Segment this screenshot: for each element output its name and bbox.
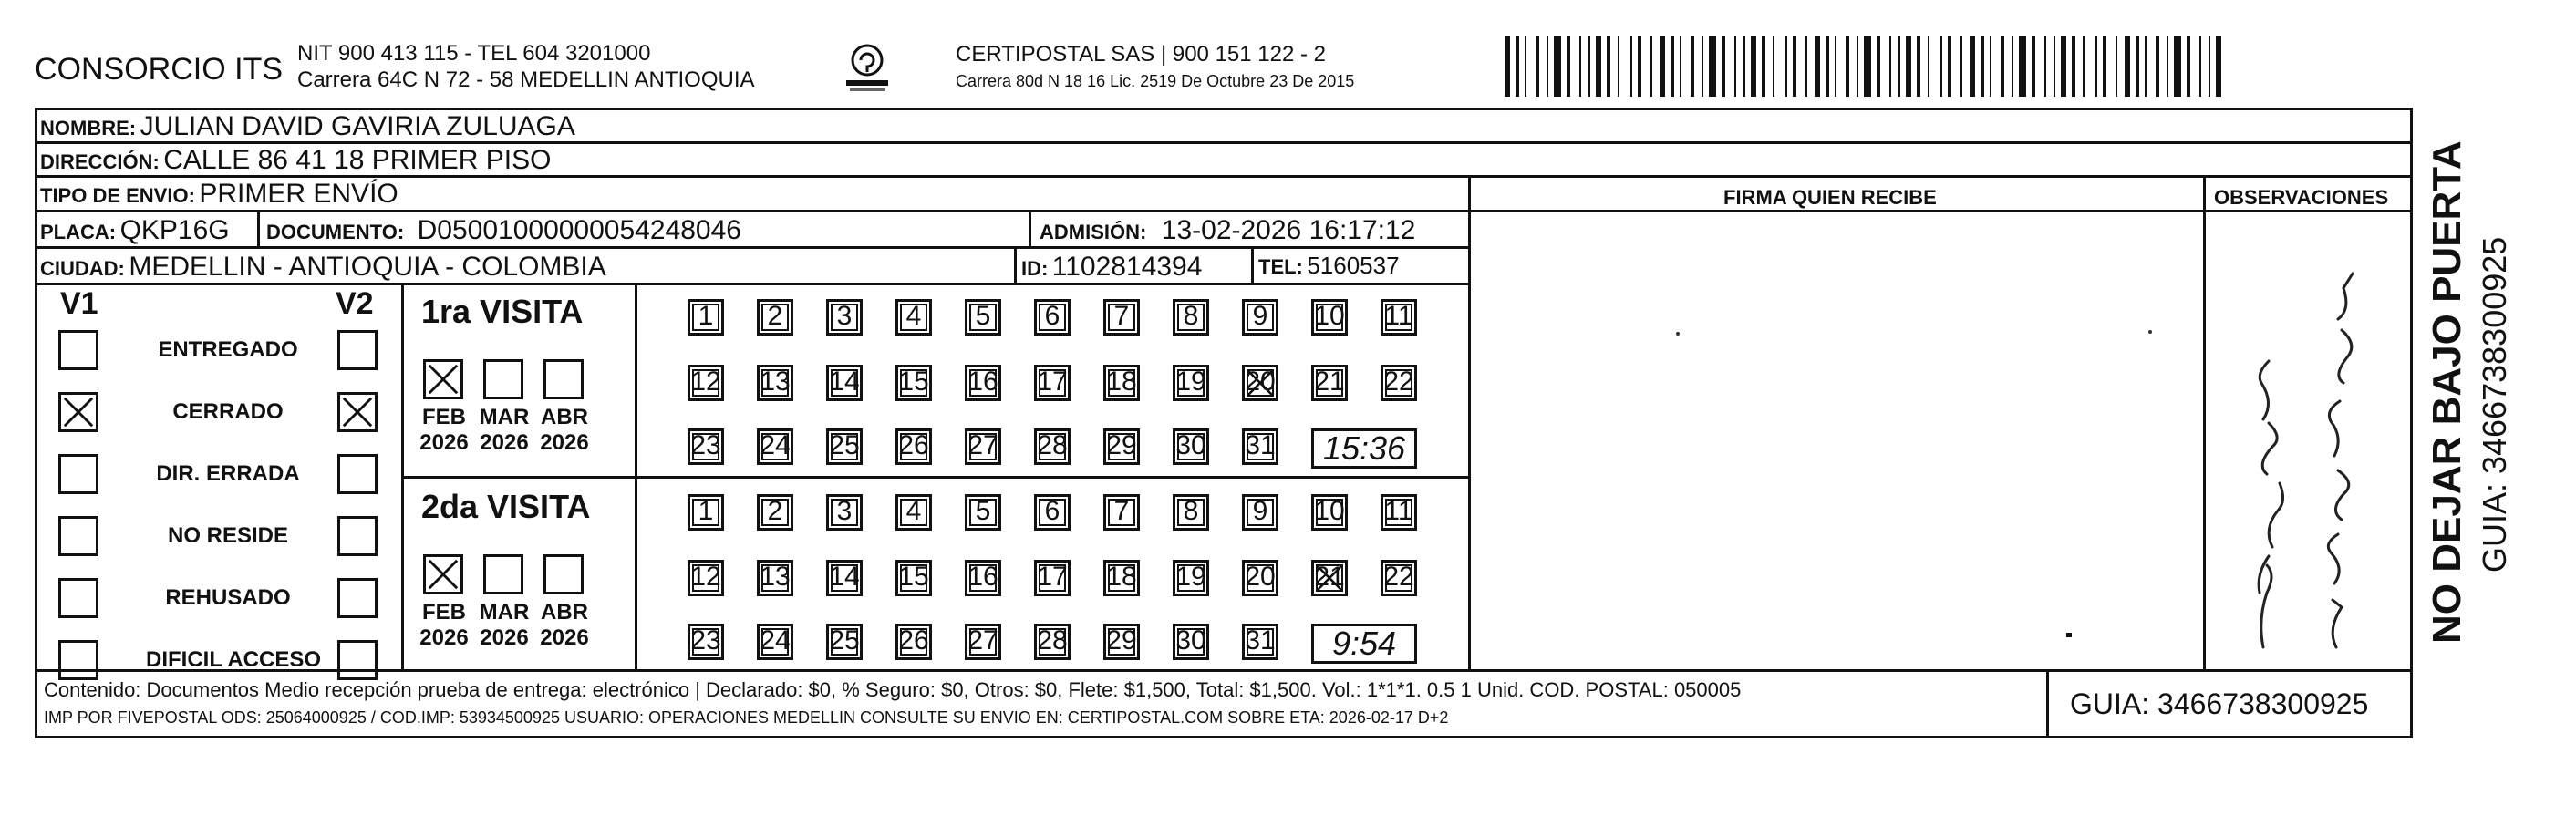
nombre-label: NOMBRE: [40,117,137,139]
day-box[interactable]: 31 [1242,428,1278,465]
placa-value: QKP16G [119,215,230,245]
month-label: MAR 2026 [479,600,530,650]
day-box[interactable]: 2 [757,494,793,531]
month-checkbox[interactable] [423,359,463,399]
month-label: ABR 2026 [540,405,589,455]
day-box[interactable]: 5 [965,299,1001,336]
day-box[interactable]: 22 [1381,365,1417,401]
no-dejar-warning: NO DEJAR BAJO PUERTA [2425,140,2469,644]
license-line: Carrera 80d N 18 16 Lic. 2519 De Octubre 23 De 2015 [956,72,1355,90]
day-box[interactable]: 30 [1173,624,1209,660]
day-box[interactable]: 19 [1173,365,1209,401]
month-label: ABR 2026 [540,600,589,650]
status-label: CERRADO [172,399,284,424]
visit-time-box[interactable]: 15:36 [1311,428,1417,469]
day-box[interactable]: 20 [1242,560,1278,596]
day-box[interactable]: 9 [1242,299,1278,336]
day-box[interactable]: 15 [895,365,932,401]
day-box[interactable]: 28 [1034,624,1071,660]
v2-checkbox[interactable] [337,454,378,494]
v2-checkbox[interactable] [337,578,378,618]
side-guia: GUIA: 3466738300925 [2476,236,2513,573]
status-label: ENTREGADO [158,337,298,362]
v2-checkbox[interactable] [337,640,378,680]
day-box[interactable]: 11 [1381,299,1417,336]
v1-checkbox[interactable] [58,454,98,494]
day-box[interactable]: 17 [1034,365,1071,401]
day-box[interactable]: 23 [688,428,724,465]
id-field [1021,253,1202,281]
visit-time-box[interactable]: 9:54 [1311,624,1417,664]
day-box[interactable]: 14 [826,365,863,401]
day-box[interactable]: 13 [757,560,793,596]
id-value: 1102814394 [1051,252,1203,282]
day-box[interactable]: 31 [1242,624,1278,660]
firma-header: FIRMA QUIEN RECIBE [1723,186,1937,209]
footer-line-2: IMP POR FIVEPOSTAL ODS: 25064000925 / COD.IMP: 53934500925 USUARIO: OPERACIONES MEDELLIN CONSULTE SU ENVIO EN: CERTIPOSTAL.COM SOBRE ETA: 2026-02-17 D+2 [44,708,1449,727]
footer-line-1: Contenido: Documentos Medio recepción prueba de entrega: electrónico | Declarado: $0, % Seguro: $0, Otros: $0, Flete: $1,500, Total: $1,500. Vol.: 1*1*1. 0.5 1 Unid. COD. POSTAL: 050005 [44,678,1742,701]
observacion-handwriting [2209,246,2407,666]
admision-value: 13-02-2026 16:17:12 [1161,215,1416,245]
tel-value: 5160537 [1307,252,1400,279]
day-box[interactable]: 4 [895,494,932,531]
day-box[interactable]: 8 [1173,494,1209,531]
company-nit: NIT 900 413 115 - TEL 604 3201000 [297,41,651,66]
day-box[interactable]: 18 [1103,365,1140,401]
day-box[interactable]: 1 [688,494,724,531]
tipo-envio-row [40,181,398,208]
day-box[interactable]: 23 [688,624,724,660]
placa-label: PLACA: [40,221,117,243]
day-box[interactable]: 13 [757,365,793,401]
day-box[interactable]: 25 [826,428,863,465]
id-label: ID: [1021,257,1049,280]
month-checkbox[interactable] [543,359,584,399]
v2-label: V2 [336,286,374,321]
day-box[interactable]: 1 [688,299,724,336]
day-box[interactable]: 16 [965,560,1001,596]
status-label: REHUSADO [165,585,291,610]
day-box[interactable]: 24 [757,624,793,660]
day-box[interactable]: 17 [1034,560,1071,596]
direccion-label: DIRECCIÓN: [40,150,160,173]
v1-checkbox[interactable] [58,330,98,370]
day-box[interactable]: 19 [1173,560,1209,596]
day-box[interactable]: 5 [965,494,1001,531]
day-box[interactable]: 26 [895,428,932,465]
day-box[interactable]: 26 [895,624,932,660]
direccion-value: CALLE 86 41 18 PRIMER PISO [163,145,552,175]
day-box[interactable]: 11 [1381,494,1417,531]
day-box[interactable]: 27 [965,428,1001,465]
month-checkbox[interactable] [483,554,523,594]
day-box[interactable]: 14 [826,560,863,596]
v1-checkbox[interactable] [58,640,98,680]
day-mark [1314,563,1345,594]
documento-label: DOCUMENTO: [266,221,405,243]
ciudad-label: CIUDAD: [40,257,125,280]
day-box[interactable]: 25 [826,624,863,660]
day-box[interactable]: 6 [1034,494,1071,531]
barcode [1505,36,2234,97]
observaciones-header: OBSERVACIONES [2214,186,2389,209]
placa-field [40,217,230,244]
day-box[interactable]: 10 [1311,299,1348,336]
day-box[interactable]: 2 [757,299,793,336]
v2-checkbox[interactable] [337,516,378,556]
certipostal-line: CERTIPOSTAL SAS | 900 151 122 - 2 [956,42,1326,67]
guia-box: GUIA: 3466738300925 [2070,687,2369,720]
v1-checkbox[interactable] [58,516,98,556]
certipostal-logo [839,40,895,95]
visit-title: 1ra VISITA [421,293,584,330]
day-box[interactable]: 3 [826,299,863,336]
v1-checkbox[interactable] [58,578,98,618]
day-mark [1245,367,1276,398]
day-box[interactable]: 10 [1311,494,1348,531]
v2-checkbox[interactable] [337,330,378,370]
tel-label: TEL: [1258,255,1303,278]
v1-label: V1 [60,286,98,321]
day-box[interactable]: 8 [1173,299,1209,336]
day-box[interactable]: 29 [1103,624,1140,660]
month-label: FEB 2026 [419,405,469,455]
admision-label: ADMISIÓN: [1040,221,1147,243]
signature-area[interactable] [1474,215,2201,667]
status-label: DIFICIL ACCESO [146,647,322,672]
visit-title: 2da VISITA [421,488,591,525]
day-box[interactable]: 21 [1311,365,1348,401]
v2-checkbox[interactable] [337,392,378,432]
day-box[interactable]: 20 [1242,365,1278,401]
day-box[interactable]: 6 [1034,299,1071,336]
v1-checkbox[interactable] [58,392,98,432]
day-box[interactable]: 29 [1103,428,1140,465]
day-box[interactable]: 28 [1034,428,1071,465]
day-box[interactable]: 16 [965,365,1001,401]
documento-value: D05001000000054248046 [417,215,741,245]
month-checkbox[interactable] [423,554,463,594]
tel-field [1258,253,1400,277]
day-box[interactable]: 22 [1381,560,1417,596]
month-checkbox[interactable] [483,359,523,399]
status-label: DIR. ERRADA [156,461,300,486]
ciudad-field [40,253,606,281]
day-box[interactable]: 4 [895,299,932,336]
month-label: MAR 2026 [479,405,530,455]
day-box[interactable]: 30 [1173,428,1209,465]
day-box[interactable]: 12 [688,560,724,596]
admision-field [1040,217,1415,244]
day-box[interactable]: 12 [688,365,724,401]
nombre-value: JULIAN DAVID GAVIRIA ZULUAGA [140,111,575,141]
company-name: CONSORCIO ITS [35,52,284,87]
day-box[interactable]: 7 [1103,299,1140,336]
day-box[interactable]: 3 [826,494,863,531]
status-label: NO RESIDE [167,523,289,548]
month-label: FEB 2026 [419,600,469,650]
tipo-envio-label: TIPO DE ENVIO: [40,184,195,207]
documento-field [266,217,741,244]
day-box[interactable]: 18 [1103,560,1140,596]
nombre-row [40,113,575,140]
company-address: Carrera 64C N 72 - 58 MEDELLIN ANTIOQUIA [297,67,755,92]
direccion-row [40,147,551,174]
day-box[interactable]: 7 [1103,494,1140,531]
day-box[interactable]: 9 [1242,494,1278,531]
month-checkbox[interactable] [543,554,584,594]
day-box[interactable]: 24 [757,428,793,465]
day-box[interactable]: 15 [895,560,932,596]
day-box[interactable]: 27 [965,624,1001,660]
tipo-envio-value: PRIMER ENVÍO [199,179,398,209]
ciudad-value: MEDELLIN - ANTIOQUIA - COLOMBIA [129,252,606,282]
day-box[interactable]: 21 [1311,560,1348,596]
